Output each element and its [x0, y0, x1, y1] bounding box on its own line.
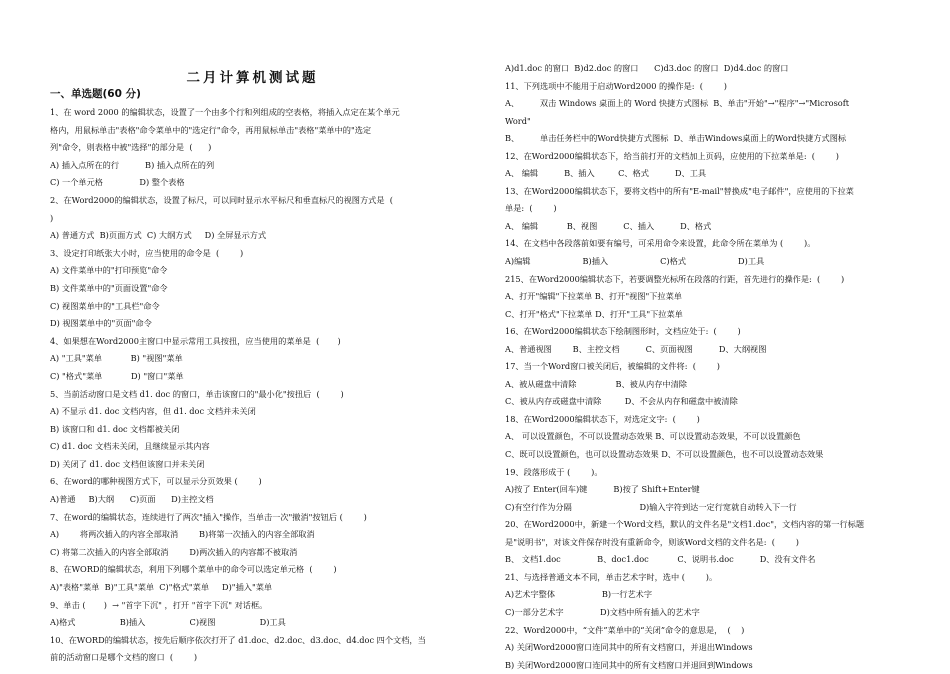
text-line: B) 关闭Word2000窗口连同其中的所有文档窗口并退回到Windows [505, 659, 753, 670]
text-line: A)按了 Enter(回车)键 B)按了 Shift+Enter键 [505, 484, 700, 495]
text-line: 前的活动窗口是哪个文档的窗口 ( ) [50, 652, 198, 663]
text-line: B、 文档1.doc B、doc1.doc C、说明书.doc D、没有文件名 [505, 554, 816, 565]
text-line: A、打开"编辑"下拉菜单 B、打开"视图"下拉菜单 [505, 291, 682, 302]
section-heading: 一、单选题(60 分) [50, 88, 141, 100]
text-line: C) 一个单元格 D) 整个表格 [50, 177, 185, 188]
text-line: 5、当前活动窗口是文档 d1. doc 的窗口，单击该窗口的"最小化"按扭后 ( ) [50, 388, 344, 399]
text-line: C) 将第二次插入的内容全部取消 D)两次插入的内容都不被取消 [50, 546, 298, 557]
page-title: 二月计算机测试题 [186, 70, 319, 86]
text-line: 1、在 word 2000 的编辑状态，设置了一个由多个行和列组成的空表格，将插入点定在某个单元 [50, 107, 400, 117]
text-line: D) 视图菜单中的"页面"命令 [50, 318, 152, 329]
text-line: A) 插入点所在的行 B) 插入点所在的列 [50, 159, 215, 170]
text-line: A)编辑 B)插入 C)格式 D)工具 [505, 256, 765, 267]
text-line: C) 视图菜单中的"工具栏"命令 [50, 300, 160, 311]
text-line: A)"表格"菜单 B)"工具"菜单 C)"格式"菜单 D)"插入"菜单 [50, 582, 273, 593]
text-line: A) 将两次插入的内容全部取消 B)将第一次插入的内容全部取消 [50, 529, 315, 540]
text-line: C、既可以设置颜色，也可以设置动态效果 D、不可以设置颜色，也不可以设置动态效果 [505, 449, 824, 460]
text-line: 2、在Word2000的编辑状态，设置了标尺，可以同时显示水平标尺和垂直标尺的视图方式是 ( [50, 194, 393, 205]
text-line: A) 不显示 d1. doc 文档内容，但 d1. doc 文档并未关闭 [50, 406, 256, 417]
text-line: 22、Word2000中，“文件”菜单中的“关闭”命令的意思是， ( ) [505, 624, 745, 635]
text-line: 6、在word的哪种视图方式下，可以显示分页效果 ( ) [50, 476, 262, 487]
left-question-list [50, 104, 455, 667]
text-line: A、被从磁盘中清除 B、被从内存中清除 [505, 378, 687, 389]
text-line: 17、当一个Word窗口被关闭后，被编辑的文件将: ( ) [505, 361, 720, 372]
text-line: ) [50, 212, 54, 223]
text-line: 10、在WORD的编辑状态，按先后顺序依次打开了 d1.doc、d2.doc、d3.doc、d4.doc 四个文档，当 [50, 634, 426, 645]
text-line: 12、在Word2000编辑状态下，给当前打开的文档加上页码，应使用的下拉菜单是: ( ) [505, 150, 839, 161]
text-line: C、被从内存或磁盘中清除 D、不会从内存和磁盘中被清除 [505, 396, 738, 407]
text-line: A)艺术字整体 B)一行艺术字 [505, 589, 653, 600]
text-line: A、 双击 Windows 桌面上的 Word 快捷方式图标 B、单击"开始"→"程序"→"Microsoft [505, 98, 850, 109]
text-line: 21、与选择普通文本不同，单击艺术字时，选中 ( )。 [505, 571, 718, 582]
text-line: 19、段落形成于 ( )。 [505, 466, 603, 477]
text-line: 11、下列选项中不能用于启动Word2000 的操作是: ( ) [505, 80, 727, 91]
text-line: A) 关闭Word2000窗口连同其中的所有文档窗口，并退出Windows [505, 642, 753, 653]
text-line: 14、在文档中各段落前如要有编号，可采用命令来设置，此命令所在菜单为 ( )。 [505, 238, 816, 249]
text-line: 是"说明书"，对该文件保存时没有重新命令，则该Word文档的文件名是: ( ) [505, 536, 799, 547]
text-line: A) 文件菜单中的"打印预览"命令 [50, 265, 168, 276]
text-line: D) 关闭了 d1. doc 文档但该窗口并未关闭 [50, 458, 205, 469]
text-line: B、 单击任务栏中的Word快捷方式图标 D、单击Windows桌面上的Word快捷方式图标 [505, 133, 847, 144]
text-line: 单是: ( ) [505, 203, 557, 214]
text-line: 16、在Word2000编辑状态下绘制图形时，文档应处于: ( ) [505, 326, 741, 337]
text-line: A) 普通方式 B)页面方式 C) 大纲方式 D) 全屏显示方式 [50, 230, 267, 241]
text-line: A、普通视图 B、主控文档 C、页面视图 D、大纲视图 [505, 343, 767, 354]
text-line: Word" [505, 115, 531, 126]
text-line: 4、如果想在Word2000主窗口中显示常用工具按扭，应当使用的菜单是 ( ) [50, 335, 341, 346]
text-line: B) 文件菜单中的"页面设置"命令 [50, 282, 168, 293]
text-line: 3、设定打印纸张大小时，应当使用的命令是 ( ) [50, 247, 244, 258]
text-line: A)格式 B)插入 C)视图 D)工具 [50, 617, 286, 628]
text-line: A)普通 B)大纲 C)页面 D)主控文档 [50, 494, 214, 505]
text-line: C)一部分艺术字 D)文档中所有插入的艺术字 [505, 606, 700, 617]
text-line: 列"命令，则表格中被"选择"的部分是 ( ) [50, 142, 212, 153]
right-question-list [505, 60, 905, 674]
text-line: A) "工具"菜单 B) "视图"菜单 [50, 353, 183, 364]
text-line: 8、在WORD的编辑状态，利用下列哪个菜单中的命令可以选定单元格 ( ) [50, 564, 337, 575]
text-line: A、 可以设置颜色，不可以设置动态效果 B、可以设置动态效果，不可以设置颜色 [505, 431, 801, 442]
text-line: A)d1.doc 的窗口 B)d2.doc 的窗口 C)d3.doc 的窗口 D)d4.doc 的窗口 [505, 63, 789, 73]
text-line: 18、在Word2000编辑状态下，对选定文字: ( ) [505, 413, 700, 424]
text-line: C)有空行作为分隔 D)输入字符到达一定行宽就自动转入下一行 [505, 501, 797, 512]
text-line: C) "格式"菜单 D) "窗口"菜单 [50, 370, 184, 381]
text-line: A、 编辑 B、视图 C、插入 D、格式 [505, 220, 712, 231]
text-line: 9、单击 ( ) → "首字下沉" ，打开 "首字下沉" 对话框。 [50, 599, 268, 610]
text-line: A、 编辑 B、插入 C、格式 D、工具 [505, 168, 707, 179]
text-line: C) d1. doc 文档未关闭，且继续显示其内容 [50, 441, 210, 452]
text-line: 7、在word的编辑状态，连续进行了两次"插入"操作，当单击一次"撤消"按钮后 ( ) [50, 511, 367, 522]
text-line: C、打开"格式"下拉菜单 D、打开"工具"下拉菜单 [505, 308, 683, 319]
text-line: 20、在Word2000中，新建一个Word文档，默认的文件名是"文档1.doc"，文档内容的第一行标题 [505, 519, 865, 530]
text-line: 格内，用鼠标单击"表格"命令菜单中的"选定行"命令，再用鼠标单击"表格"菜单中的"选定 [50, 124, 372, 135]
text-line: B) 该窗口和 d1. doc 文档都被关闭 [50, 423, 180, 434]
text-line: 13、在Word2000编辑状态下，要将文档中的所有"E-mail"替换成"电子邮件"，应使用的下拉菜 [505, 185, 854, 196]
text-line: 215、在Word2000编辑状态下，若要调整光标所在段落的行距，首先进行的操作是: ( ) [505, 273, 845, 284]
